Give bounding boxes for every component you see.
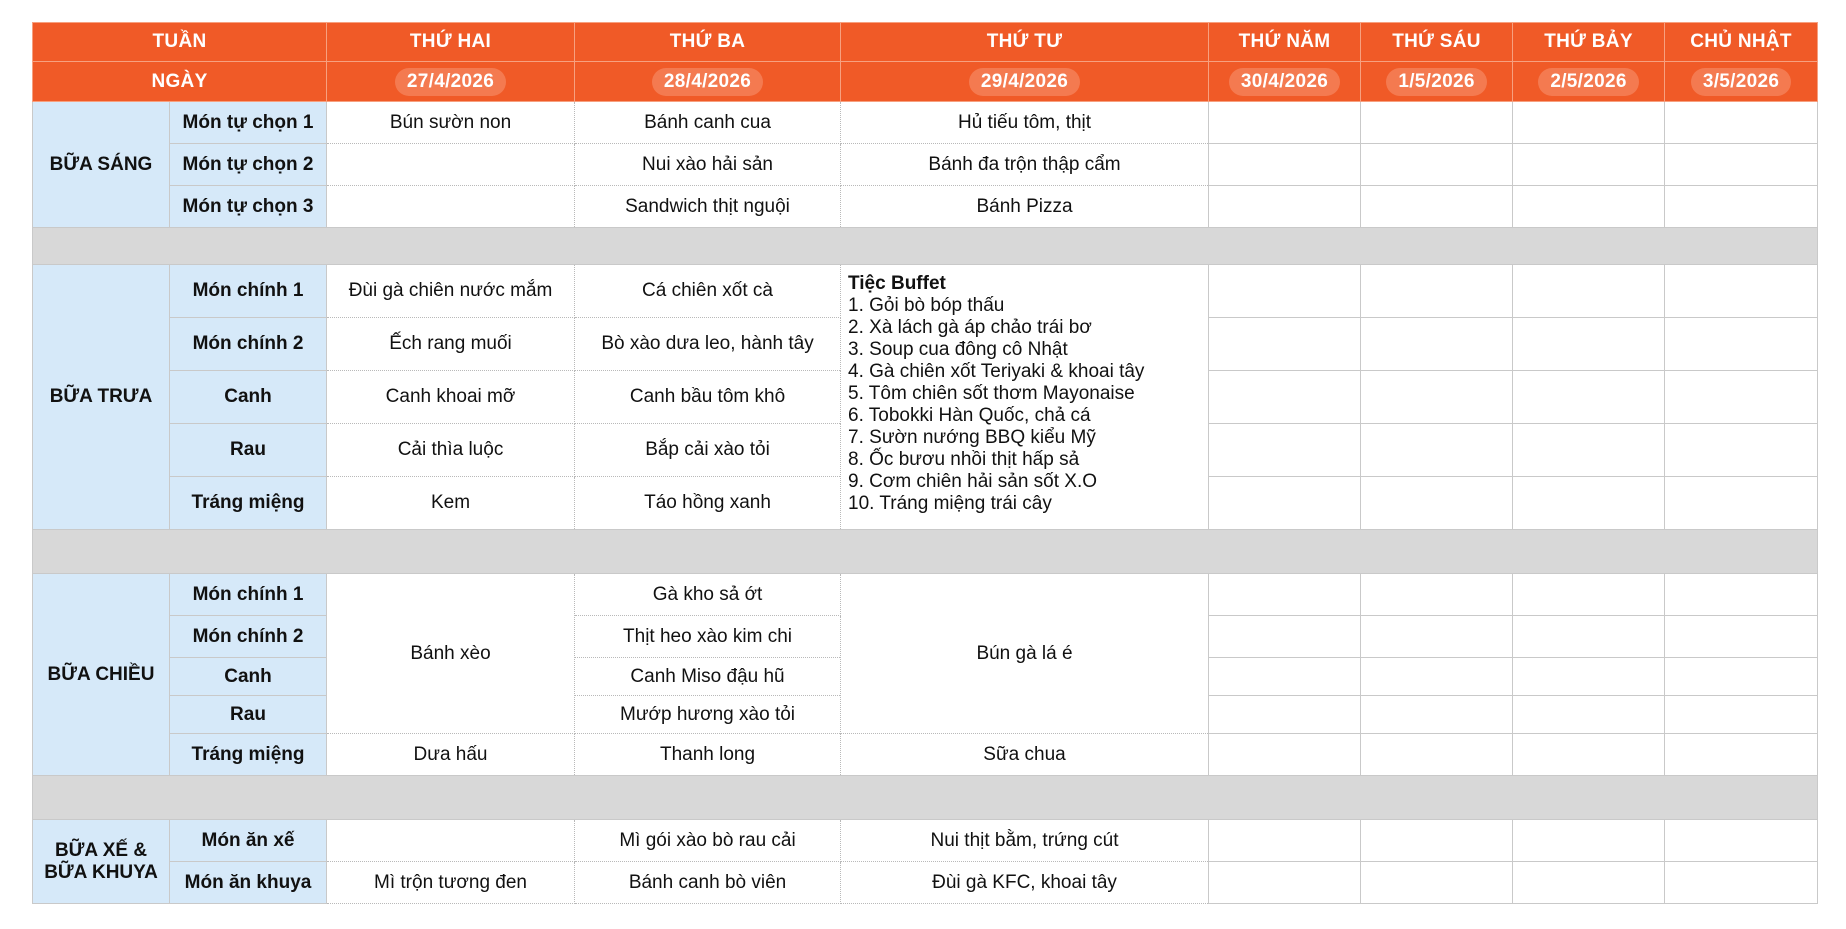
- menu-cell: Mì gói xào bò rau cải: [575, 820, 841, 862]
- week-label: TUẦN: [33, 23, 327, 62]
- empty-cell: [1361, 424, 1513, 477]
- empty-cell: [1513, 574, 1665, 616]
- date-sunday: [1665, 62, 1818, 102]
- menu-cell: Kem: [327, 477, 575, 530]
- buffet-item: 6. Tobokki Hàn Quốc, chả cá: [848, 405, 1091, 426]
- empty-cell: [1665, 371, 1818, 424]
- row-label: Món ăn khuya: [170, 862, 327, 904]
- menu-cell: Canh khoai mỡ: [327, 371, 575, 424]
- row-label: Rau: [170, 424, 327, 477]
- separator: [33, 530, 1818, 574]
- empty-cell: [1665, 616, 1818, 658]
- buffet-item: 3. Soup cua đông cô Nhật: [848, 339, 1068, 360]
- meal-label-lunch: BỮA TRƯA: [33, 265, 170, 530]
- date-pill: 27/4/2026: [395, 68, 506, 96]
- empty-cell: [1361, 820, 1513, 862]
- day-wednesday: THỨ TƯ: [841, 23, 1209, 62]
- menu-cell: Bò xào dưa leo, hành tây: [575, 318, 841, 371]
- empty-cell: [1665, 696, 1818, 734]
- empty-cell: [1361, 696, 1513, 734]
- empty-cell: [1209, 265, 1361, 318]
- meal-label-dinner: BỮA CHIỀU: [33, 574, 170, 776]
- empty-cell: [1209, 696, 1361, 734]
- row-label: Canh: [170, 658, 327, 696]
- menu-cell-merged: Bánh xèo: [327, 574, 575, 734]
- menu-cell: Ếch rang muối: [327, 318, 575, 371]
- menu-cell: Cải thìa luộc: [327, 424, 575, 477]
- menu-cell: Sandwich thịt nguội: [575, 186, 841, 228]
- menu-cell-merged: Bún gà lá é: [841, 574, 1209, 734]
- empty-cell: [1361, 616, 1513, 658]
- empty-cell: [1361, 102, 1513, 144]
- lunch-row-1: [33, 265, 1818, 318]
- empty-cell: [1513, 318, 1665, 371]
- date-header-row: [33, 62, 1818, 102]
- breakfast-row-3: [33, 186, 1818, 228]
- empty-cell: [1209, 574, 1361, 616]
- week-header-row: [33, 23, 1818, 62]
- meal-label-line: BỮA KHUYA: [44, 861, 158, 883]
- row-label: Món chính 1: [170, 265, 327, 318]
- empty-cell: [1209, 616, 1361, 658]
- date-pill: 28/4/2026: [652, 68, 763, 96]
- empty-cell: [1665, 144, 1818, 186]
- date-friday: [1361, 62, 1513, 102]
- menu-cell: Bún sườn non: [327, 102, 575, 144]
- buffet-item: 5. Tôm chiên sốt thơm Mayonaise: [848, 383, 1135, 404]
- empty-cell: [1665, 265, 1818, 318]
- empty-cell: [1361, 318, 1513, 371]
- menu-cell: [327, 186, 575, 228]
- menu-cell: Sữa chua: [841, 734, 1209, 776]
- meal-label-line: BỮA XẾ &: [54, 839, 148, 861]
- empty-cell: [1513, 658, 1665, 696]
- empty-cell: [1665, 102, 1818, 144]
- empty-cell: [1665, 424, 1818, 477]
- menu-cell: Thịt heo xào kim chi: [575, 616, 841, 658]
- empty-cell: [1361, 477, 1513, 530]
- empty-cell: [1361, 265, 1513, 318]
- empty-cell: [1209, 371, 1361, 424]
- date-saturday: [1513, 62, 1665, 102]
- buffet-title: Tiệc Buffet: [848, 273, 946, 294]
- date-monday: [327, 62, 575, 102]
- breakfast-row-1: [33, 102, 1818, 144]
- menu-cell: Mướp hương xào tỏi: [575, 696, 841, 734]
- menu-cell: Bánh canh bò viên: [575, 862, 841, 904]
- row-label: Món ăn xế: [170, 820, 327, 862]
- menu-cell: Dưa hấu: [327, 734, 575, 776]
- date-thursday: [1209, 62, 1361, 102]
- date-pill: 2/5/2026: [1538, 68, 1638, 96]
- buffet-item: 9. Cơm chiên hải sản sốt X.O: [848, 471, 1098, 492]
- empty-cell: [1209, 102, 1361, 144]
- menu-cell: [327, 820, 575, 862]
- row-label: Món tự chọn 3: [170, 186, 327, 228]
- empty-cell: [1513, 696, 1665, 734]
- date-pill: 29/4/2026: [969, 68, 1080, 96]
- row-label: Món chính 2: [170, 318, 327, 371]
- buffet-item: 8. Ốc bươu nhồi thịt hấp sả: [848, 449, 1080, 470]
- day-sunday: CHỦ NHẬT: [1665, 23, 1818, 62]
- day-tuesday: THỨ BA: [575, 23, 841, 62]
- menu-cell: Mì trộn tương đen: [327, 862, 575, 904]
- empty-cell: [1361, 658, 1513, 696]
- date-tuesday: [575, 62, 841, 102]
- menu-cell: Bánh đa trộn thập cẩm: [841, 144, 1209, 186]
- row-label: Món chính 2: [170, 616, 327, 658]
- menu-cell: Bánh canh cua: [575, 102, 841, 144]
- empty-cell: [1513, 102, 1665, 144]
- row-label: Món tự chọn 1: [170, 102, 327, 144]
- buffet-item: 2. Xà lách gà áp chảo trái bơ: [848, 317, 1092, 338]
- empty-cell: [1361, 186, 1513, 228]
- buffet-cell: [841, 265, 1209, 530]
- row-label: Canh: [170, 371, 327, 424]
- row-label: Món tự chọn 2: [170, 144, 327, 186]
- empty-cell: [1209, 424, 1361, 477]
- empty-cell: [1209, 477, 1361, 530]
- menu-cell: Cá chiên xốt cà: [575, 265, 841, 318]
- empty-cell: [1665, 574, 1818, 616]
- empty-cell: [1209, 186, 1361, 228]
- empty-cell: [1209, 734, 1361, 776]
- dinner-row-1: [33, 574, 1818, 616]
- date-pill: 30/4/2026: [1229, 68, 1340, 96]
- menu-cell: Đùi gà KFC, khoai tây: [841, 862, 1209, 904]
- empty-cell: [1513, 186, 1665, 228]
- empty-cell: [1209, 144, 1361, 186]
- day-monday: THỨ HAI: [327, 23, 575, 62]
- menu-cell: Nui thịt bằm, trứng cút: [841, 820, 1209, 862]
- separator: [33, 776, 1818, 820]
- empty-cell: [1209, 820, 1361, 862]
- menu-cell: Hủ tiếu tôm, thịt: [841, 102, 1209, 144]
- date-pill: 3/5/2026: [1691, 68, 1791, 96]
- empty-cell: [1665, 820, 1818, 862]
- date-wednesday: [841, 62, 1209, 102]
- empty-cell: [1665, 734, 1818, 776]
- menu-cell: Bánh Pizza: [841, 186, 1209, 228]
- empty-cell: [1209, 862, 1361, 904]
- empty-cell: [1209, 658, 1361, 696]
- meal-label-snack: [33, 820, 170, 904]
- separator-row: [33, 530, 1818, 574]
- empty-cell: [1665, 477, 1818, 530]
- empty-cell: [1513, 371, 1665, 424]
- dinner-row-5: [33, 734, 1818, 776]
- row-label: Món chính 1: [170, 574, 327, 616]
- empty-cell: [1209, 318, 1361, 371]
- menu-cell: Đùi gà chiên nước mắm: [327, 265, 575, 318]
- empty-cell: [1513, 820, 1665, 862]
- buffet-item: 7. Sườn nướng BBQ kiểu Mỹ: [848, 427, 1096, 448]
- snack-row-2: [33, 862, 1818, 904]
- menu-cell: [327, 144, 575, 186]
- empty-cell: [1513, 144, 1665, 186]
- menu-cell: Thanh long: [575, 734, 841, 776]
- buffet-item: 4. Gà chiên xốt Teriyaki & khoai tây: [848, 361, 1145, 382]
- weekly-menu-table: [32, 22, 1818, 904]
- empty-cell: [1665, 862, 1818, 904]
- menu-cell: Táo hồng xanh: [575, 477, 841, 530]
- row-label: Tráng miệng: [170, 477, 327, 530]
- meal-label-breakfast: BỮA SÁNG: [33, 102, 170, 228]
- empty-cell: [1361, 862, 1513, 904]
- empty-cell: [1513, 265, 1665, 318]
- empty-cell: [1361, 144, 1513, 186]
- empty-cell: [1361, 574, 1513, 616]
- buffet-item: 10. Tráng miệng trái cây: [848, 493, 1052, 514]
- menu-cell: Canh bầu tôm khô: [575, 371, 841, 424]
- day-thursday: THỨ NĂM: [1209, 23, 1361, 62]
- menu-cell: Bắp cải xào tỏi: [575, 424, 841, 477]
- empty-cell: [1665, 318, 1818, 371]
- date-pill: 1/5/2026: [1386, 68, 1486, 96]
- separator-row: [33, 776, 1818, 820]
- day-friday: THỨ SÁU: [1361, 23, 1513, 62]
- empty-cell: [1513, 477, 1665, 530]
- breakfast-row-2: [33, 144, 1818, 186]
- date-label: NGÀY: [33, 62, 327, 102]
- snack-row-1: [33, 820, 1818, 862]
- day-saturday: THỨ BẢY: [1513, 23, 1665, 62]
- menu-cell: Gà kho sả ớt: [575, 574, 841, 616]
- empty-cell: [1513, 862, 1665, 904]
- empty-cell: [1513, 616, 1665, 658]
- row-label: Rau: [170, 696, 327, 734]
- menu-cell: Canh Miso đậu hũ: [575, 658, 841, 696]
- buffet-item: 1. Gỏi bò bóp thấu: [848, 295, 1005, 316]
- empty-cell: [1361, 734, 1513, 776]
- menu-cell: Nui xào hải sản: [575, 144, 841, 186]
- separator-row: [33, 228, 1818, 265]
- empty-cell: [1361, 371, 1513, 424]
- separator: [33, 228, 1818, 265]
- empty-cell: [1513, 424, 1665, 477]
- empty-cell: [1513, 734, 1665, 776]
- row-label: Tráng miệng: [170, 734, 327, 776]
- empty-cell: [1665, 186, 1818, 228]
- empty-cell: [1665, 658, 1818, 696]
